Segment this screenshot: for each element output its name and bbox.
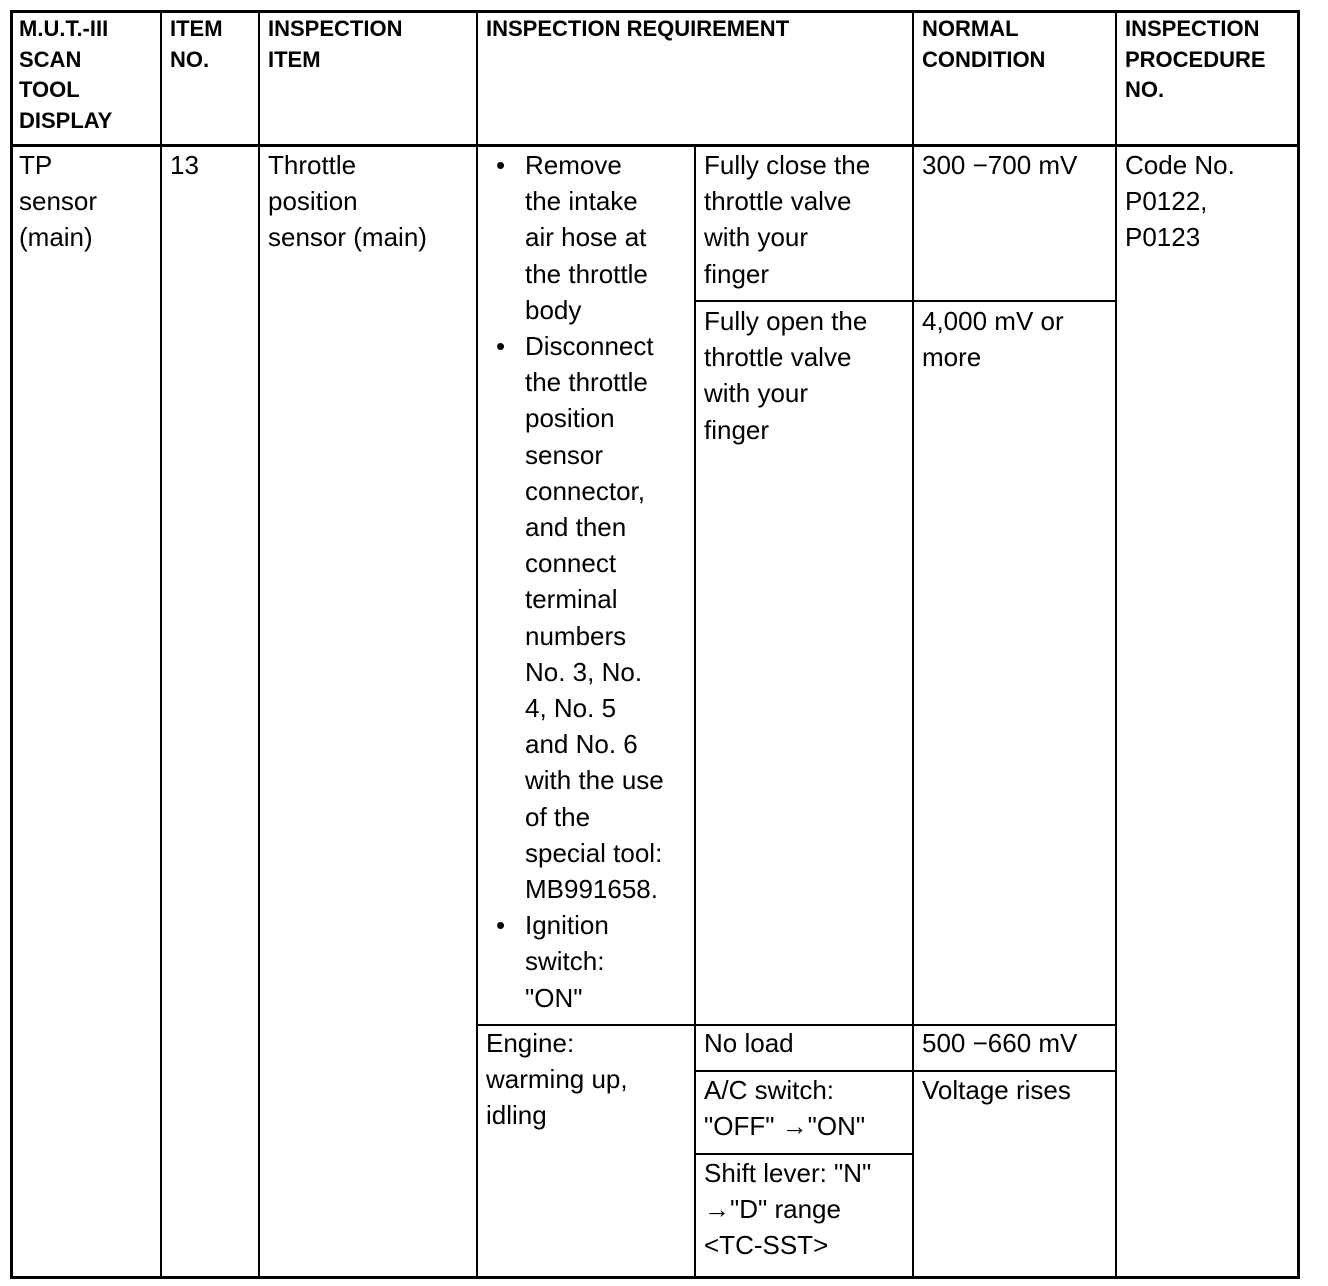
cell-line: TP — [19, 150, 53, 180]
header-line: PROCEDURE — [1125, 46, 1266, 72]
cell-line: sensor (main) — [268, 222, 427, 253]
cell-line: 4,000 mV or — [922, 306, 1064, 336]
cell-condition-ac-switch — [696, 1072, 912, 1144]
cell-line: Shift lever: "N" — [704, 1158, 872, 1188]
bullet-line: air hose at — [525, 222, 647, 253]
bullet-line: MB991658. — [525, 874, 658, 905]
table-border-bottom — [10, 1276, 1300, 1279]
header-line: NORMAL — [922, 16, 1019, 41]
header-inspection-item — [260, 14, 476, 75]
header-normal-condition — [914, 14, 1115, 75]
header-line: CONDITION — [922, 46, 1046, 72]
cell-engine-state — [478, 1025, 694, 1134]
bullet-line: of the — [525, 801, 591, 832]
cell-line: Engine: — [486, 1028, 575, 1058]
cell-line: 13 — [170, 150, 199, 180]
cell-line: Fully close the — [704, 150, 871, 180]
bullet-line: No. 3, No. — [525, 656, 643, 687]
cell-line: throttle valve — [704, 342, 852, 373]
header-item-no — [162, 14, 258, 75]
header-line: NO. — [170, 46, 210, 72]
table-border-top — [10, 10, 1300, 13]
header-line: INSPECTION REQUIREMENT — [486, 16, 790, 41]
cell-line: sensor — [19, 186, 98, 217]
bullet-line: 4, No. 5 — [525, 693, 617, 724]
header-line: M.U.T.-III — [19, 16, 109, 41]
cell-line: Code No. — [1125, 150, 1235, 180]
header-line: ITEM — [268, 46, 321, 72]
requirement-bullet — [486, 328, 694, 907]
cell-line: No load — [704, 1028, 794, 1058]
cell-line: Voltage rises — [922, 1075, 1071, 1105]
cell-normal-no-load — [914, 1025, 1115, 1061]
header-inspection-requirement — [478, 14, 912, 45]
cell-procedure-no — [1117, 147, 1297, 256]
cell-normal-fully-close — [914, 147, 1115, 183]
bullet-line: • Ignition — [525, 910, 609, 941]
requirement-bullet — [486, 907, 694, 1016]
cell-line: idling — [486, 1100, 547, 1131]
cell-condition-fully-close — [696, 147, 912, 292]
cell-line: with your — [704, 222, 809, 253]
bullet-line: the throttle — [525, 367, 648, 398]
cell-line: throttle valve — [704, 186, 852, 217]
cell-line: position — [268, 186, 358, 217]
header-line: ITEM — [170, 16, 223, 41]
header-inspection-procedure-no — [1117, 14, 1297, 106]
cell-line: Throttle — [268, 150, 357, 180]
cell-scan-tool-display — [11, 147, 161, 256]
bullet-line: the intake — [525, 186, 638, 217]
cell-condition-shift-lever — [696, 1155, 912, 1264]
bullet-line: • Disconnect — [525, 331, 654, 362]
cell-line: 300 −700 mV — [922, 150, 1078, 180]
header-line: INSPECTION — [268, 16, 403, 41]
bullet-line: switch: — [525, 946, 605, 977]
bullet-line: • Remove — [525, 150, 622, 180]
cell-line: (main) — [19, 222, 93, 253]
bullet-line: connector, — [525, 475, 645, 506]
header-line: TOOL — [19, 77, 80, 102]
bullet-line: terminal — [525, 584, 618, 615]
cell-line: P0123 — [1125, 222, 1201, 253]
requirement-list — [486, 147, 694, 1016]
bullet-line: special tool: — [525, 837, 663, 868]
bullet-line: the throttle — [525, 258, 648, 289]
cell-line: →"D" range — [704, 1194, 841, 1225]
requirement-bullet — [486, 147, 694, 328]
cell-normal-fully-open — [914, 303, 1115, 375]
header-line: SCAN — [19, 46, 82, 72]
cell-line: P0122, — [1125, 186, 1208, 217]
cell-line: with your — [704, 378, 809, 409]
cell-line: warming up, — [486, 1064, 628, 1095]
cell-item-no — [162, 147, 258, 183]
cell-line: finger — [704, 414, 770, 445]
cell-line: "OFF" →"ON" — [704, 1111, 866, 1142]
table-border-right — [1297, 10, 1300, 1279]
cell-line: <TC-SST> — [704, 1230, 829, 1261]
cell-condition-fully-open — [696, 303, 912, 448]
cell-inspection-item — [260, 147, 476, 256]
cell-line: 500 −660 mV — [922, 1028, 1078, 1058]
bullet-line: and No. 6 — [525, 729, 638, 760]
cell-condition-no-load — [696, 1025, 912, 1061]
header-scan-tool-display — [11, 14, 161, 136]
bullet-line: body — [525, 294, 582, 325]
cell-line: more — [922, 342, 982, 373]
bullet-line: connect — [525, 548, 617, 579]
bullet-line: "ON" — [525, 982, 583, 1013]
bullet-line: and then — [525, 512, 627, 543]
header-line: INSPECTION — [1125, 16, 1260, 41]
cell-requirement-bullets — [478, 147, 694, 1016]
cell-normal-voltage-rises — [914, 1072, 1115, 1108]
bullet-line: with the use — [525, 765, 664, 796]
bullet-line: sensor — [525, 439, 604, 470]
header-line: NO. — [1125, 77, 1165, 102]
header-line: DISPLAY — [19, 107, 113, 133]
cell-line: A/C switch: — [704, 1075, 835, 1105]
cell-line: Fully open the — [704, 306, 868, 336]
row-divider-close-open — [694, 300, 1116, 302]
bullet-line: position — [525, 403, 615, 434]
cell-line: finger — [704, 258, 770, 289]
bullet-line: numbers — [525, 620, 627, 651]
